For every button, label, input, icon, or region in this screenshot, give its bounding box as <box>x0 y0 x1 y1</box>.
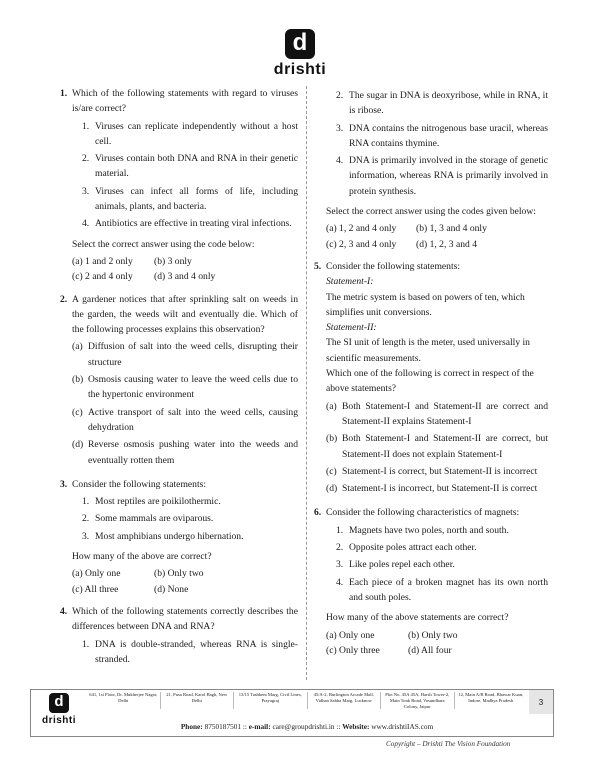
option: (d) None <box>154 583 189 595</box>
answer-options <box>326 221 548 252</box>
statement: 2. Opposite poles attract each other. <box>336 542 477 554</box>
option: (b) Osmosis causing water to leave the weed cells due to the hypertonic environment <box>72 374 298 401</box>
option: (c) Active transport of salt into the weed cells, causing dehydration <box>72 406 298 433</box>
statement: 4. Each piece of a broken magnet has its own north and south poles. <box>336 576 548 603</box>
answer-options <box>72 566 298 597</box>
copyright-notice: Copyright – Drishti The Vision Foundation <box>386 740 511 748</box>
question-3: 3. Consider the following statements: 1. Most reptiles are poikilothermic. 2. Some mammals are oviparous. 3. Most amphibians undergo hibernation. How many of the above are correct? (a) Only one (b) Only two (c) All three (d) None <box>60 477 298 597</box>
statement: 4. DNA is primarily involved in the storage of genetic information, whereas RNA is primarily involved in protein synthesis. <box>336 155 548 197</box>
statement: 2. Viruses contain both DNA and RNA in their genetic material. <box>82 153 298 180</box>
option: (a) Only one <box>326 629 375 641</box>
option: (c) Only three <box>326 644 380 656</box>
statement: 3. Like poles repel each other. <box>336 559 455 571</box>
question-text: Which of the following statements with regard to viruses is/are correct? <box>72 88 298 115</box>
page-footer <box>30 689 554 737</box>
question-4-continued <box>314 88 548 252</box>
instruction: Select the correct answer using the code below: <box>72 238 255 250</box>
option: (c) All three <box>72 583 119 595</box>
instruction: How many of the above statements are correct? <box>326 612 509 624</box>
address: 21, Pusa Road, Karol Bagh, New Delhi <box>160 692 234 709</box>
question-text: Consider the following characteristics of magnets: <box>326 507 520 519</box>
address: Plot No. 45A 45A, Harsh Tower-2, Main Tonk Road, Vasundhara Colony, Jaipur <box>380 692 454 709</box>
option: (a) Diffusion of salt into the weed cells, disrupting their structure <box>72 341 298 368</box>
address: 45/A-2, Burlington Arcade Mall, Vidhan Sabha Marg, Lucknow <box>307 692 381 709</box>
option: (a) Only one <box>72 568 121 580</box>
option: (d) Reverse osmosis pushing water into the weeds and eventually rotten them <box>72 439 298 466</box>
footer-logo-text: drishti <box>41 715 77 726</box>
question-4: 4. Which of the following statements correctly describes the differences between DNA and RNA? 1. DNA is double-stranded, whereas RNA is single-stranded. <box>60 604 298 667</box>
statement: 3. Viruses can infect all forms of life, including animals, plants, and bacteria. <box>82 185 298 213</box>
option: (a) 1, 2 and 4 only <box>326 223 397 235</box>
statement-text: The metric system is based on powers of ten, which simplifies unit conversions. <box>326 291 525 318</box>
instruction: How many of the above are correct? <box>72 551 212 563</box>
option: (a) Both Statement-I and Statement-II are correct and Statement-II explains Statement-I <box>326 400 548 427</box>
statement: 1. DNA is double-stranded, whereas RNA is single-stranded. <box>82 638 298 665</box>
column-divider <box>306 86 307 680</box>
footer-logo-mark: d <box>49 693 69 713</box>
option: (d) All four <box>408 644 452 656</box>
instruction: Select the correct answer using the codes given below: <box>326 206 536 218</box>
statement: 4. Antibiotics are effective in treating viral infections. <box>82 218 292 230</box>
statement: 2. Some mammals are oviparous. <box>82 513 214 525</box>
address: 12, Main A/B Road, Bhawar Kuan, Indore, Madhya Pradesh <box>454 692 528 709</box>
statement-label: Statement-II: <box>326 322 377 334</box>
statement: 3. Most amphibians undergo hibernation. <box>82 530 244 542</box>
drishti-logo <box>269 29 331 79</box>
question-text: Consider the following statements: <box>326 260 461 272</box>
statement: 1. Viruses can replicate independently without a host cell. <box>82 120 298 147</box>
logo-mark: d <box>285 29 315 59</box>
option: (b) Only two <box>408 629 458 641</box>
statement: 1. Most reptiles are poikilothermic. <box>82 496 221 508</box>
option: (c) 2, 3 and 4 only <box>326 238 397 250</box>
email-link[interactable]: care@groupdrishti.in <box>272 722 335 731</box>
center-addresses <box>87 692 527 709</box>
option: (b) Both Statement-I and Statement-II are correct, but Statement-II does not explain Statement-I <box>326 433 548 460</box>
question-text: Consider the following statements: <box>72 478 207 490</box>
answer-options <box>326 399 548 497</box>
statement-text: The SI unit of length is the meter, used universally in scientific measurements. <box>326 337 530 364</box>
question-text: A gardener notices that after sprinkling salt on weeds in the garden, the weeds wilt and eventually die. Which of the following processes explains this observation? <box>72 293 298 336</box>
phone-number: 8750187501 <box>204 722 242 731</box>
question-5: 5. Consider the following statements: Statement-I: The metric system is based on powers of ten, which simplifies unit conversions. Statement-II: The SI unit of length is the meter, used universally in scientific measurements. Which one of the following is correct in respect of the above statements? (a) Both Statement-I and Statement-II are correct and Statement-II explains Statement-I (b) Both Statement-I and Statement-II are correct, but Statement-II does not explain Statement-I (c) Statement-I is correct, but Statement-II is incorrect (d) Statement-I is incorrect, but Statement-II is correct <box>314 259 548 496</box>
contact-line: Phone: 8750187501 :: e-mail: care@groupdrishti.in :: Website: www.drishtiIAS.com <box>180 722 434 731</box>
statement: 2. The sugar in DNA is deoxyribose, while in RNA, it is ribose. <box>336 90 548 117</box>
right-column <box>314 86 548 658</box>
question-1: 1. Which of the following statements with regard to viruses is/are correct? 1. Viruses can replicate independently without a host cell. 2. Viruses contain both DNA and RNA in their genetic material. 3. Viruses can infect all forms of life, including animals, plants, and bacteria. 4. Antibiotics are effective in treating viral infections. Select the correct answer using the code below: (a) 1 and 2 only (b) 3 only (c) 2 and 4 only (d) 3 and 4 only <box>60 86 298 285</box>
website-link[interactable]: www.drishtiIAS.com <box>371 722 434 731</box>
address: 641, 1st Floor, Dr. Mukherjee Nagar, Delhi <box>89 692 158 703</box>
question-2: 2. A gardener notices that after sprinkling salt on weeds in the garden, the weeds wilt and eventually die. Which of the following processes explains this observation? (a) Diffusion of salt into the weed cells, disrupting their structure (b) Osmosis causing water to leave the weed cells due to the hypertonic environment (c) Active transport of salt into the weed cells, causing dehydration (d) Reverse osmosis pushing water into the weeds and eventually rotten them <box>60 292 298 468</box>
statement-label: Statement-I: <box>326 276 374 288</box>
option: (b) 1, 3 and 4 only <box>416 223 487 235</box>
option: (b) 3 only <box>154 255 192 267</box>
left-column <box>60 86 298 669</box>
answer-options <box>72 254 298 285</box>
question-6: 6. Consider the following characteristics of magnets: 1. Magnets have two poles, north and south. 2. Opposite poles attract each other. 3. Like poles repel each other. 4. Each piece of a broken magnet has its own north and south poles. How many of the above statements are correct? (a) Only one (b) Only two (c) Only three (d) All four <box>314 505 548 658</box>
footer-logo <box>37 693 81 726</box>
instruction: Which one of the following is correct in respect of the above statements? <box>326 368 534 395</box>
answer-options <box>326 628 548 659</box>
statement: 3. DNA contains the nitrogenous base uracil, whereas RNA contains thymine. <box>336 122 548 149</box>
logo-text: drishti <box>273 61 327 78</box>
option: (d) Statement-I is incorrect, but Statement-II is correct <box>326 483 538 495</box>
question-text: Which of the following statements correctly describes the differences between DNA and RNA? <box>72 605 298 633</box>
address: 13/15 Tashkent Marg, Civil Lines, Prayagraj <box>233 692 307 709</box>
option: (c) Statement-I is correct, but Statement-II is incorrect <box>326 465 538 477</box>
option: (c) 2 and 4 only <box>72 271 133 283</box>
option: (b) Only two <box>154 568 204 580</box>
statement: 1. Magnets have two poles, north and south. <box>336 524 509 536</box>
option: (d) 3 and 4 only <box>154 271 216 283</box>
option: (a) 1 and 2 only <box>72 255 133 267</box>
page-number: 3 <box>529 690 553 714</box>
answer-options <box>72 339 298 467</box>
option: (d) 1, 2, 3 and 4 <box>416 238 478 250</box>
